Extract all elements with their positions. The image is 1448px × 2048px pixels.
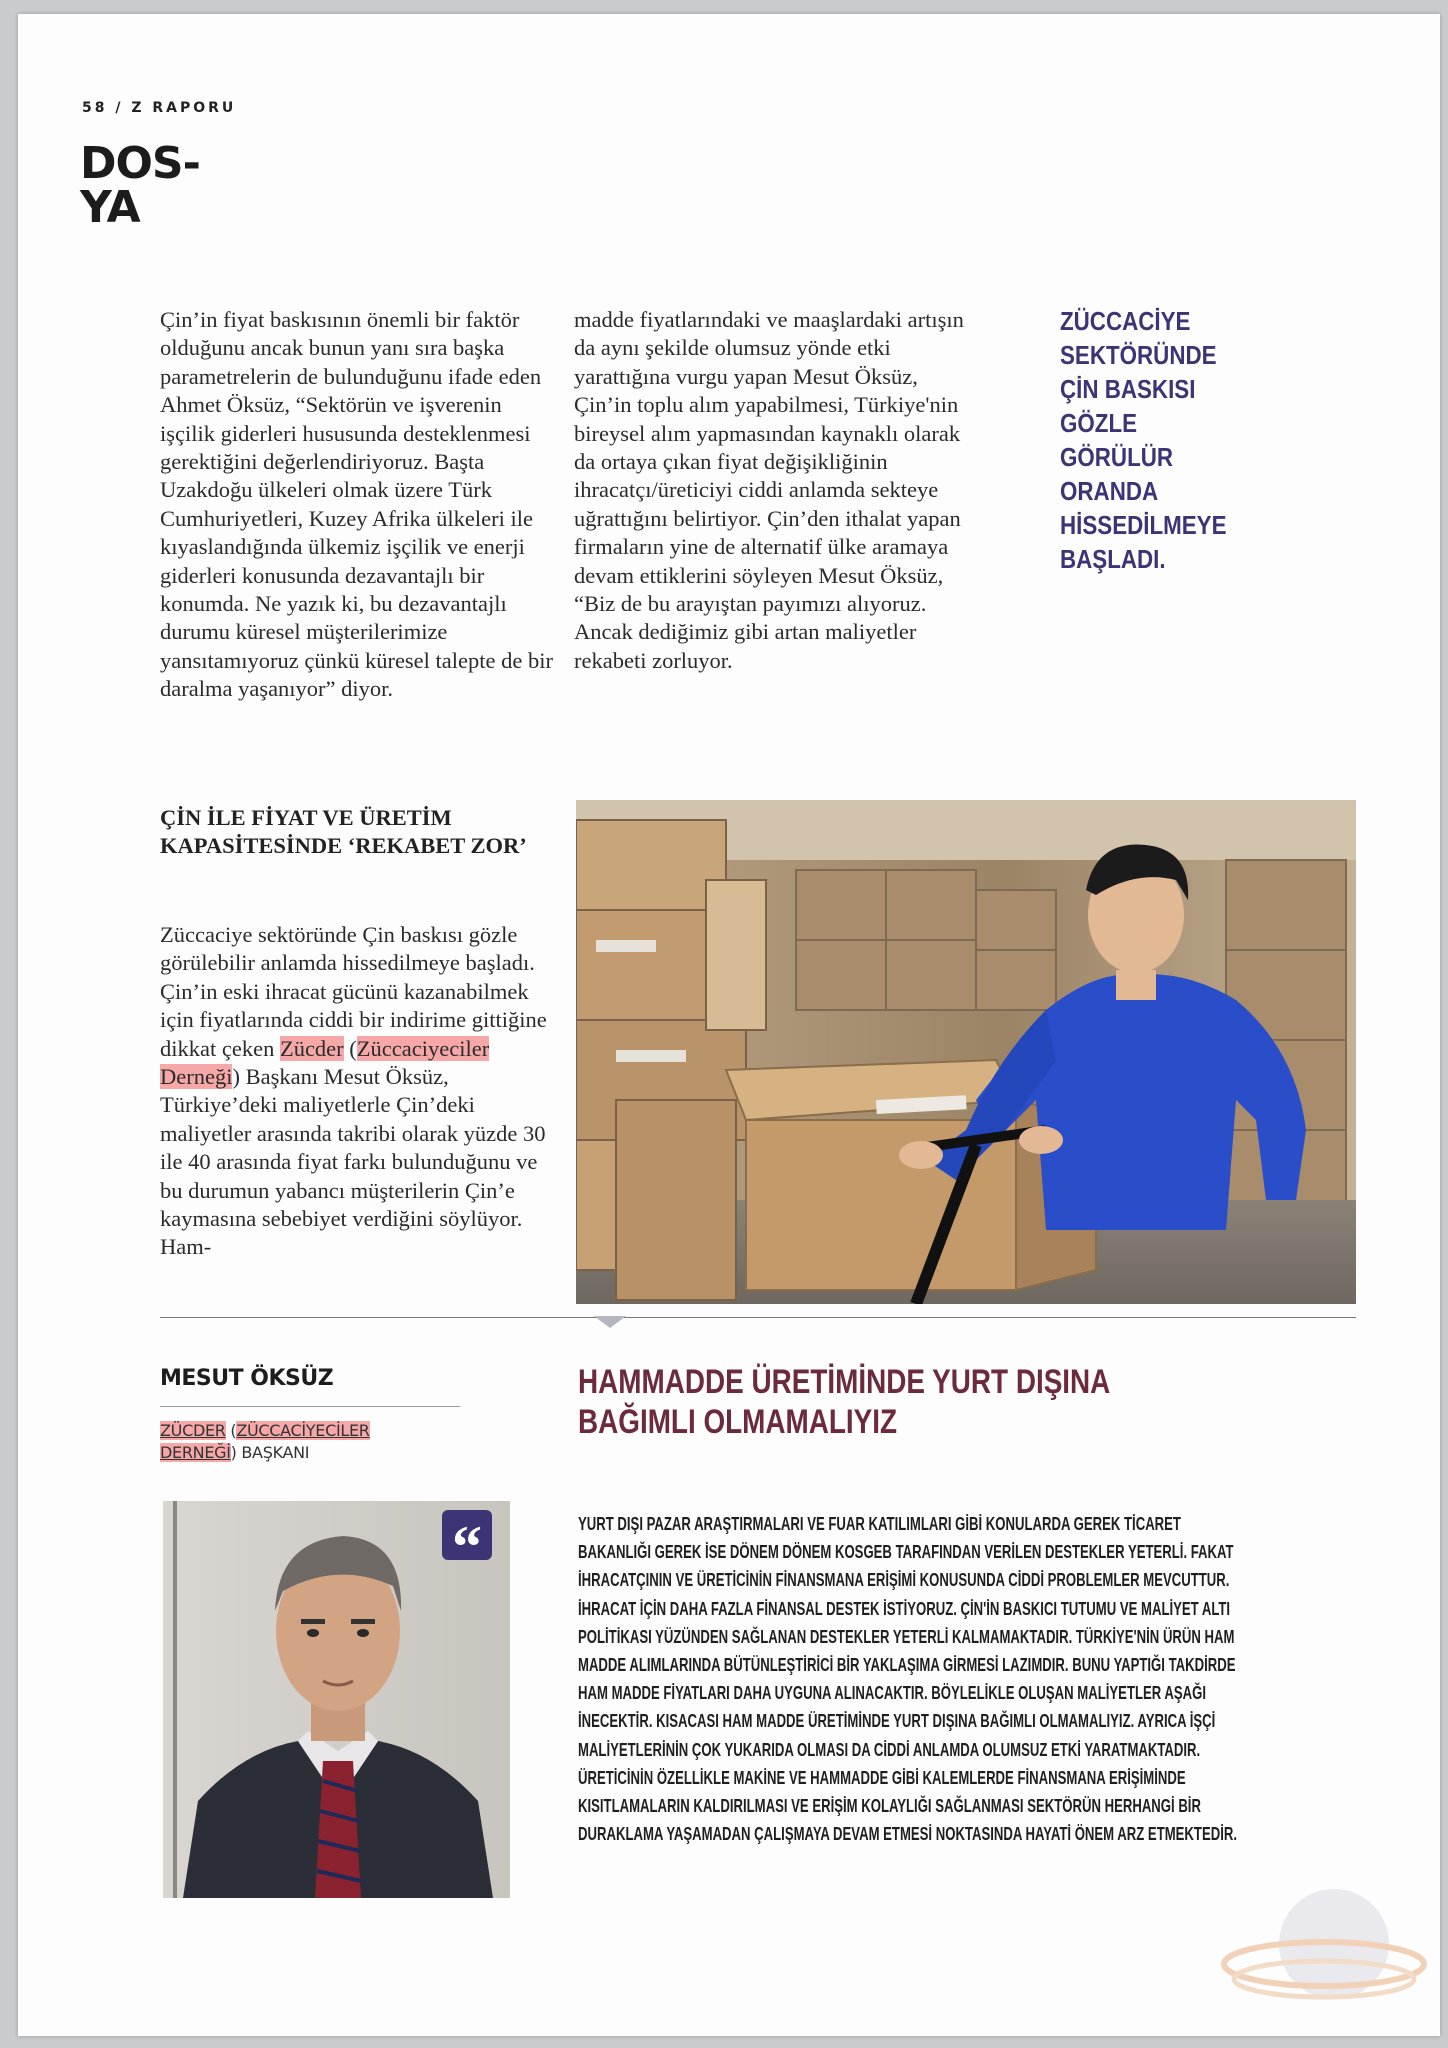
quote-mark-badge: “	[442, 1510, 492, 1560]
interviewee-title	[160, 1420, 370, 1464]
highlight-association: Züccaciyeciler Derneği	[160, 1035, 490, 1090]
interviewee-name: MESUT ÖKSÜZ	[160, 1366, 334, 1391]
section-label-line2: YA	[80, 182, 140, 233]
title-highlight-association-2: DERNEĞİ	[160, 1443, 231, 1462]
logo-watermark-icon	[1214, 1874, 1434, 2024]
highlight-zucder: Zücder	[279, 1035, 344, 1061]
section-label	[80, 138, 200, 233]
warehouse-illustration	[576, 800, 1356, 1304]
interview-body: YURT DIŞI PAZAR ARAŞTIRMALARI VE FUAR KATILIMLARI GİBİ KONULARDA GEREK TİCARET BAKANLIĞI GEREK İSE DÖNEM DÖNEM KOSGEB TARAFINDAN VERİLEN DESTEKLER YETERLİ. FAKAT İHRACATÇININ VE ÜRETİCİNİN FİNANSMANA ERİŞİMİ KONUSUNDA CİDDİ PROBLEMLER MEVCUTTUR. İHRACAT İÇİN DAHA FAZLA FİNANSAL DESTEK İSTİYORUZ. ÇİN'İN BASKICI TUTUMU VE MALİYET ALTI POLİTİKASI YÜZÜNDEN SAĞLANAN DESTEKLER YETERLİ KALMAMAKTADIR. TÜRKİYE'NİN ÜRÜN HAM MADDE ALIMLARINDA BÜTÜNLEŞTİRİCİ BİR YAKLAŞIMA GİRMESİ LAZIMDIR. BUNU YAPTIĞI TAKDİRDE HAM MADDE FİYATLARI DAHA UYGUNA ALINACAKTIR. BÖYLELİKLE OLUŞAN MALİYETLER AŞAĞI İNECEKTİR. KISACASI HAM MADDE ÜRETİMİNDE YURT DIŞINA BAĞIMLI OLMAMALIYIZ. AYRICA İŞÇİ MALİYETLERİNİN ÇOK YUKARIDA OLMASI DA CİDDİ ANLAMDA OLUMSUZ ETKİ YARATMAKTADIR. ÜRETİCİNİN ÖZELLİKLE MAKİNE VE HAMMADDE GİBİ KALEMLERDE FİNANSMANA ERİŞİMİNDE KISITLAMALARIN KALDIRILMASI VE ERİŞİM KOLAYLIĞI SAĞLANMASI SEKTÖRÜN HERHANGİ BİR DURAKLAMA YAŞAMADAN ÇALIŞMAYA DEVAM ETMESİ NOKTASINDA HAYATİ ÖNEM ARZ ETMEKTEDİR.	[578, 1514, 1237, 1845]
article-column-1-lower	[160, 921, 560, 1262]
col1b-text-after: ) Başkanı Mesut Öksüz, Türkiye’deki maliyetlerle Çin’deki maliyetler arasında takribi olarak yüzde 30 ile 40 arasında fiyat farkı bulunduğunu ve bu durumun yabancı müşterilerin Çin’e kaymasına sebebiyet verdiğini söylüyor. Ham-	[160, 1064, 546, 1260]
name-underline	[160, 1406, 460, 1407]
article-subhead: ÇİN İLE FİYAT VE ÜRETİM KAPASİTESİNDE ‘REKABET ZOR’	[160, 805, 527, 858]
title-highlight-zucder: ZÜCDER	[160, 1421, 226, 1440]
section-divider	[160, 1317, 1356, 1318]
title-highlight-association-1: ZÜCCACİYECİLER	[236, 1421, 370, 1440]
title-rest: ) BAŞKANI	[230, 1443, 310, 1462]
article-column-1: Çin’in fiyat baskısının önemli bir faktör olduğunu ancak bunun yanı sıra başka parametrelerin de bulunduğunu ifade eden Ahmet Öksüz, “Sektörün ve işverenin işçilik giderleri hususunda desteklenmesi gerektiğini değerlendiriyoruz. Başta Uzakdoğu ülkeleri olmak üzere Türk Cumhuriyetleri, Kuzey Afrika ülkeleri ile kıyaslandığında ülkemiz işçilik ve enerji giderleri konusunda dezavantajlı bir konumda. Ne yazık ki, bu dezavantajlı durumu küresel müşterilerimize yansıtamıyoruz çünkü küresel talepte de bir daralma yaşanıyor” diyor.	[160, 307, 553, 702]
pull-quote: ZÜCCACİYE SEKTÖRÜNDE ÇİN BASKISI GÖZLE GÖRÜLÜR ORANDA HİSSEDİLMEYE BAŞLADI.	[1060, 306, 1227, 574]
interview-title: HAMMADDE ÜRETİMİNDE YURT DIŞINA BAĞIMLI OLMAMALIYIZ	[578, 1363, 1110, 1441]
title-paren: (	[225, 1421, 237, 1440]
warehouse-photo	[576, 800, 1356, 1304]
section-label-line1: DOS-	[80, 138, 200, 189]
running-head: 58 / Z RAPORU	[82, 100, 237, 116]
divider-notch	[594, 1316, 626, 1328]
magazine-page	[18, 14, 1440, 2036]
article-column-2: madde fiyatlarındaki ve maaşlardaki artışın da aynı şekilde olumsuz yönde etki yarattığına vurgu yapan Mesut Öksüz, Çin’in toplu alım yapabilmesi, Türkiye'nin bireysel alım yapmasından kaynaklı olarak da ortaya çıkan fiyat değişikliğinin ihracatçı/üreticiyi ciddi anlamda sekteye uğrattığını belirtiyor. Çin’den ithalat yapan firmaların yine de alternatif ülke aramaya devam ettiklerini söyleyen Mesut Öksüz, “Biz de bu arayıştan payımızı alıyoruz. Ancak dediğimiz gibi artan maliyetler rekabeti zorluyor.	[574, 307, 964, 673]
col1b-paren: (	[343, 1035, 357, 1061]
col1b-text-before: Züccaciye sektöründe Çin baskısı gözle görülebilir anlamda hissedilmeye başladı. Çin’in eski ihracat gücünü kazanabilmek için fiyatlarında ciddi bir indirime gittiğine dikkat çeken	[160, 922, 547, 1061]
